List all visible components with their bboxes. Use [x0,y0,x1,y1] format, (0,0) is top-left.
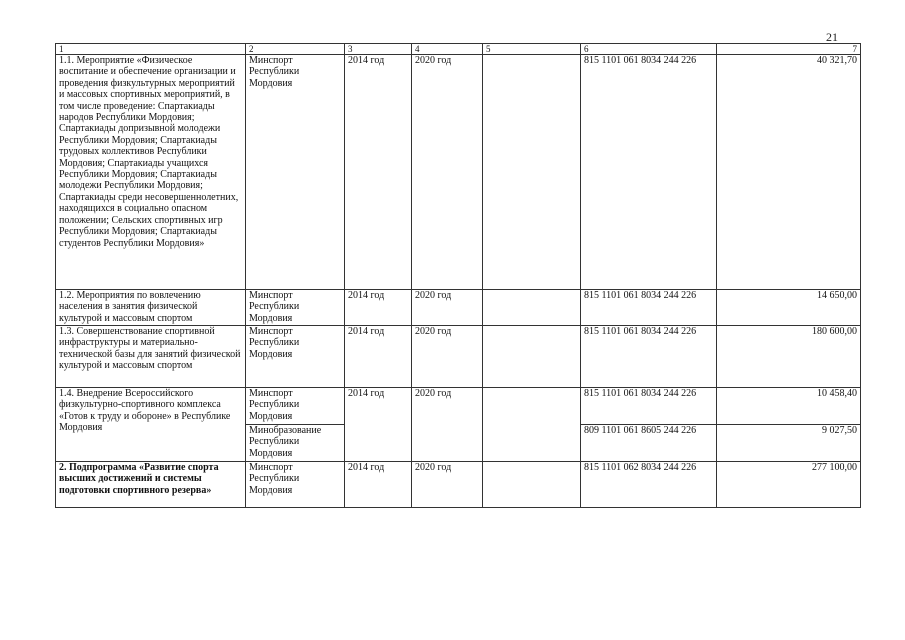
row-start-year: 2014 год [345,290,412,326]
row-executor: Минспорт Республики Мордовия [246,326,345,388]
row-budget-code: 815 1101 061 8034 244 226 [581,290,717,326]
page-number: 21 [826,30,838,44]
row-amount: 14 650,00 [717,290,861,326]
row-activity-name: 1.2. Мероприятия по вовлечению населения в занятия физической культурой и массовым спортом [56,290,246,326]
row-sub-budget-code: 809 1101 061 8605 244 226 [581,425,717,462]
row-executor: Минспорт Республики Мордовия [246,290,345,326]
header-col-5: 5 [483,44,581,55]
row-activity-name: 1.3. Совершенствование спортивной инфраструктуры и материально-технической базы для занятий физической культурой и массовым спортом [56,326,246,388]
header-row [56,44,861,55]
header-col-2: 2 [246,44,345,55]
row-end-year: 2020 год [412,290,483,326]
table-row [56,462,861,508]
row-budget-code: 815 1101 061 8034 244 226 [581,55,717,290]
row-col5 [483,290,581,326]
header-col-4: 4 [412,44,483,55]
row-col5 [483,462,581,508]
row-end-year: 2020 год [412,462,483,508]
row-start-year: 2014 год [345,326,412,388]
header-col-7: 7 [717,44,861,55]
row-start-year: 2014 год [345,55,412,290]
row-budget-code: 815 1101 062 8034 244 226 [581,462,717,508]
row-activity-name: 1.1. Мероприятие «Физическое воспитание и обеспечение организации и проведения физкультурных мероприятий и массовых спортивных мероприятий, в том числе проведение: Спартакиады народов Республики Мордовия; Спартакиады допризывной молодежи Республики Мордовия; Спартакиады трудовых коллективов Республики Мордовия; Спартакиады учащихся Республики Мордовия; Спартакиады молодежи Республики Мордовия; Спартакиады среди несовершеннолетних, находящихся в социально опасном положении; Сельских спортивных игр Республики Мордовия; Спартакиады студентов Республики Мордовия» [56,55,246,290]
row-executor: Минспорт Республики Мордовия [246,388,345,425]
row-col5 [483,55,581,290]
row-amount: 40 321,70 [717,55,861,290]
row-col5 [483,326,581,388]
row-amount: 10 458,40 [717,388,861,425]
row-executor: Минспорт Республики Мордовия [246,55,345,290]
header-col-1: 1 [56,44,246,55]
budget-table [55,43,861,508]
table-row [56,388,861,425]
header-col-3: 3 [345,44,412,55]
row-start-year: 2014 год [345,462,412,508]
row-sub-executor: Минобразование Республики Мордовия [246,425,345,462]
row-start-year: 2014 год [345,388,412,462]
row-activity-name: 1.4. Внедрение Всероссийского физкультурно-спортивного комплекса «Готов к труду и обороне» в Республике Мордовия [56,388,246,462]
row-amount: 180 600,00 [717,326,861,388]
row-amount: 277 100,00 [717,462,861,508]
header-col-6: 6 [581,44,717,55]
table-row [56,326,861,388]
row-col5 [483,388,581,462]
row-end-year: 2020 год [412,55,483,290]
row-executor: Минспорт Республики Мордовия [246,462,345,508]
row-budget-code: 815 1101 061 8034 244 226 [581,388,717,425]
row-budget-code: 815 1101 061 8034 244 226 [581,326,717,388]
row-end-year: 2020 год [412,326,483,388]
row-sub-amount: 9 027,50 [717,425,861,462]
table-row [56,290,861,326]
row-activity-name: 2. Подпрограмма «Развитие спорта высших достижений и системы подготовки спортивного резерва» [56,462,246,508]
row-end-year: 2020 год [412,388,483,462]
table-row [56,55,861,290]
